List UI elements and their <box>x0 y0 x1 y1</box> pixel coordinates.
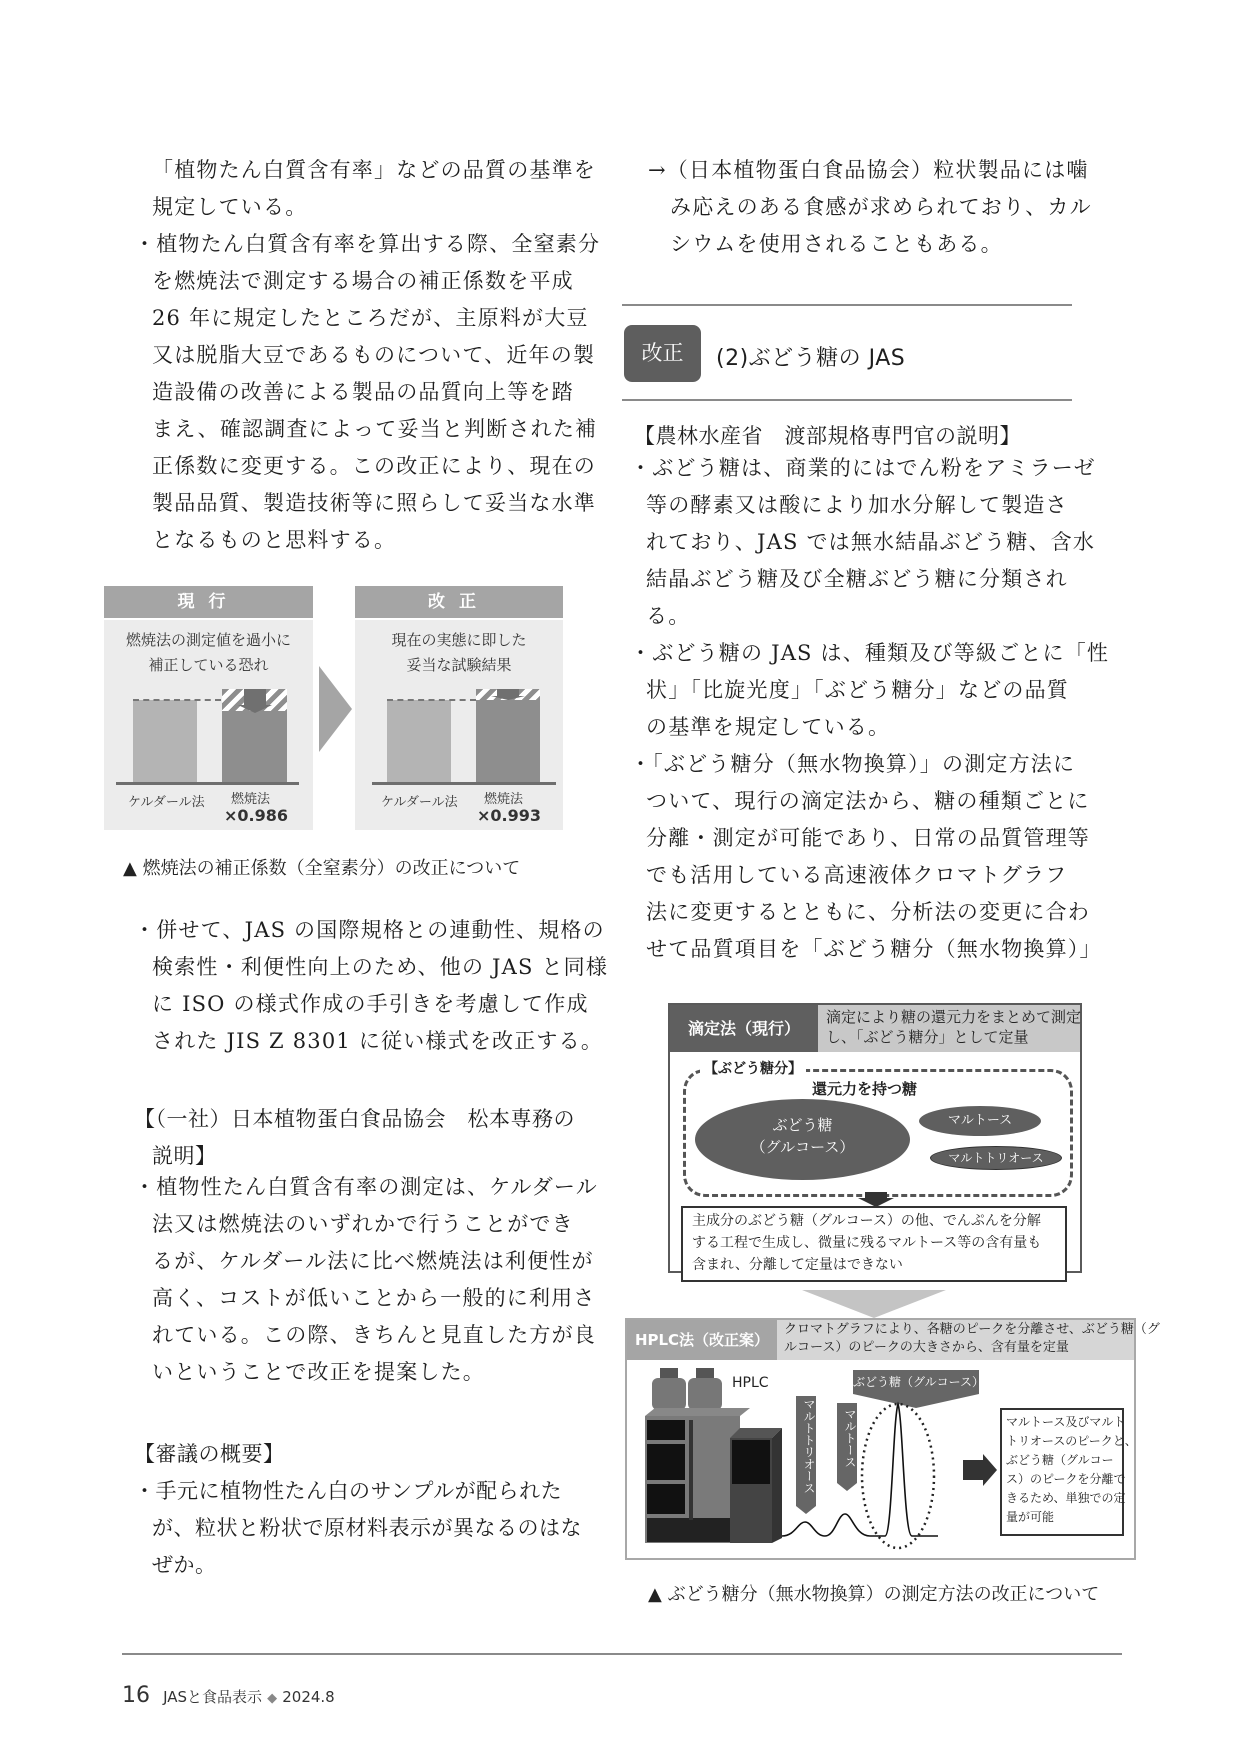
text-line: に ISO の様式作成の手引きを考慮して作成 <box>152 992 589 1016</box>
combustion-bar <box>476 700 540 782</box>
hplc-instrument-icon <box>640 1368 800 1543</box>
text-line: シウムを使用されることもある。 <box>670 232 1003 256</box>
text-line: れており、JAS では無水結晶ぶどう糖、含水 <box>646 530 1096 554</box>
page-number: 16 <box>122 1683 150 1708</box>
revised-header: 改正 <box>355 586 563 618</box>
kjeldahl-bar <box>133 700 197 782</box>
text-line: 結晶ぶどう糖及び全糖ぶどう糖に分類され <box>646 567 1068 591</box>
text-line: み応えのある食感が求められており、カル <box>670 195 1092 219</box>
baseline <box>372 782 556 785</box>
peak-label-maltotriose: マルトトリオース <box>802 1398 816 1494</box>
down-arrow-icon <box>244 689 266 705</box>
figure-caption: ▲ ぶどう糖分（無水物換算）の測定方法の改正について <box>648 1584 1100 1605</box>
down-arrow-head-icon <box>491 696 525 700</box>
combustion-bar <box>222 711 287 782</box>
bullet-line: ・手元に植物性たん白のサンプルが配られた <box>134 1479 563 1503</box>
text-line: 規定している。 <box>152 195 308 219</box>
divider <box>622 399 1072 401</box>
maltotriose-ellipse: マルトトリオース <box>930 1146 1062 1170</box>
text-line: となるものと思料する。 <box>152 528 397 552</box>
revision-badge: 改正 <box>624 325 701 382</box>
kjeldahl-label: ケルダール法 <box>381 795 458 810</box>
kjeldahl-bar <box>387 700 451 782</box>
section-heading: 説明】 <box>152 1144 217 1168</box>
text-line: ついて、現行の滴定法から、糖の種類ごとに <box>646 789 1090 813</box>
revised-text-2: 妥当な試験結果 <box>406 656 512 674</box>
text-line: 状」「比旋光度」「ぶどう糖分」などの品質 <box>646 678 1069 702</box>
combustion-label: 燃焼法 <box>231 792 271 807</box>
text-line: 高く、コストが低いことから一般的に利用さ <box>152 1286 596 1310</box>
footer <box>122 1683 335 1708</box>
bullet-line: ・ぶどう糖は、商業的にはでん粉をアミラーゼ <box>630 456 1096 480</box>
hplc-result-6: 量が可能 <box>1006 1510 1055 1524</box>
text-line: 製品品質、製造技術等に照らして妥当な水準 <box>152 491 596 515</box>
down-arrow-head-icon <box>238 705 272 713</box>
transition-arrow-icon <box>802 1290 946 1318</box>
text-line: された JIS Z 8301 に従い様式を改正する。 <box>152 1029 604 1053</box>
text-line: せて品質項目を「ぶどう糖分（無水物換算）」 <box>646 937 1102 961</box>
titration-result-2: する工程で生成し、微量に残るマルトース等の含有量も <box>692 1235 1042 1251</box>
right-arrow-icon <box>319 666 352 752</box>
text-line: まえ、確認調査によって妥当と判断された補 <box>152 417 598 441</box>
text-line: を燃焼法で測定する場合の補正係数を平成 <box>152 269 574 293</box>
bullet-line: ・併せて、JAS の国際規格との連動性、規格の <box>134 918 605 942</box>
revised-text-1: 現在の実態に即した <box>391 631 527 649</box>
section-heading: 【審議の概要】 <box>134 1442 285 1466</box>
factor-value: ×0.993 <box>477 806 542 825</box>
titration-desc-1: 滴定により糖の還元力をまとめて測定 <box>826 1008 1082 1026</box>
current-text-2: 補正している恐れ <box>148 656 269 674</box>
combustion-label: 燃焼法 <box>484 792 524 807</box>
glucose-peak-highlight <box>862 1404 934 1548</box>
divider <box>622 304 1072 306</box>
text-line: るが、ケルダール法に比べ燃焼法は利便性が <box>152 1249 594 1273</box>
text-line: が、粒状と粉状で原材料表示が異なるのはな <box>152 1516 582 1540</box>
down-arrow-icon <box>497 689 519 696</box>
titration-label: 滴定法（現行） <box>670 1005 818 1052</box>
journal-name: JASと食品表示 <box>163 1688 263 1706</box>
text-line: 又は脱脂大豆であるものについて、近年の製 <box>152 343 596 367</box>
titration-result-1: 主成分のぶどう糖（グルコース）の他、でんぷんを分解 <box>692 1213 1041 1229</box>
group-label: 【ぶどう糖分】 <box>700 1060 806 1078</box>
section-heading: 【農林水産省 渡部規格専門官の説明】 <box>634 424 1021 448</box>
hplc-instrument-label: HPLC <box>732 1375 769 1391</box>
text-line: 「植物たん白質含有率」などの品質の基準を <box>152 158 596 182</box>
hplc-label: HPLC法（改正案） <box>627 1320 777 1360</box>
text-line: 法に変更するとともに、分析法の変更に合わ <box>646 900 1090 924</box>
text-line: でも活用している高速液体クロマトグラフ <box>646 863 1068 887</box>
footer-rule <box>122 1653 1122 1655</box>
titration-result-3: 含まれ、分離して定量はできない <box>692 1257 903 1273</box>
bullet-line: ・植物たん白質含有率を算出する際、全窒素分 <box>134 232 601 256</box>
separator-icon: ◆ <box>267 1691 278 1706</box>
chromatogram-trace <box>782 1404 938 1536</box>
hplc-desc-2: ルコース）のピークの大きさから、含有量を定量 <box>784 1340 1069 1355</box>
chromatogram <box>780 1400 960 1552</box>
text-line: 正係数に変更する。この改正により、現在の <box>152 454 596 478</box>
group-title: 還元力を持つ糖 <box>812 1080 918 1098</box>
hplc-result-2: トリオースのピークと、 <box>1006 1434 1137 1448</box>
glucose-label-1: ぶどう糖 <box>772 1116 833 1134</box>
hplc-result-3: ぶどう糖（グルコー <box>1006 1453 1114 1467</box>
current-text-1: 燃焼法の測定値を過小に <box>125 631 291 649</box>
baseline <box>116 782 299 785</box>
text-line: 等の酵素又は酸により加水分解して製造さ <box>646 493 1068 517</box>
text-line: ぜか。 <box>152 1553 217 1577</box>
right-arrow-icon <box>963 1460 983 1480</box>
section-heading: 【（一社）日本植物蛋白食品協会 松本専務の <box>134 1107 575 1131</box>
current-header: 現行 <box>104 586 313 618</box>
hplc-result-5: きるため、単独での定 <box>1006 1491 1126 1505</box>
bullet-line: ・植物性たん白質含有率の測定は、ケルダール <box>134 1175 598 1199</box>
text-line: れている。この際、きちんと見直した方が良 <box>152 1323 596 1347</box>
text-line: 検索性・利便性向上のため、他の JAS と同様 <box>152 955 609 979</box>
hplc-result-4: ス）のピークを分離で <box>1006 1472 1126 1486</box>
text-line: いということで改正を提案した。 <box>152 1360 485 1384</box>
hplc-result-1: マルトース及びマルト <box>1006 1415 1126 1429</box>
peak-label-glucose: ぶどう糖（グルコース） <box>853 1370 979 1394</box>
figure-caption: ▲ 燃焼法の補正係数（全窒素分）の改正について <box>123 858 521 879</box>
factor-value: ×0.986 <box>224 806 289 825</box>
bullet-line: ・ぶどう糖の JAS は、種類及び等級ごとに「性 <box>630 641 1110 665</box>
maltose-ellipse: マルトース <box>919 1106 1041 1136</box>
text-line: の基準を規定している。 <box>646 715 891 739</box>
bullet-line: ・「ぶどう糖分（無水物換算）」の測定方法に <box>630 752 1076 776</box>
section-title: (2)ぶどう糖の JAS <box>716 346 906 371</box>
text-line: 分離・測定が可能であり、日常の品質管理等 <box>646 826 1090 850</box>
text-line: 造設備の改善による製品の品質向上等を踏 <box>152 380 574 404</box>
titration-desc-2: し、「ぶどう糖分」として定量 <box>826 1028 1029 1046</box>
text-line: る。 <box>646 604 691 628</box>
right-arrow-head-icon <box>983 1454 997 1486</box>
text-line: 法又は燃焼法のいずれかで行うことができ <box>152 1212 574 1236</box>
glucose-label-2: （グルコース） <box>750 1138 855 1156</box>
hplc-desc-1: クロマトグラフにより、各糖のピークを分離させ、ぶどう糖（グ <box>784 1322 1160 1337</box>
issue-date: 2024.8 <box>282 1688 335 1706</box>
reference-line <box>133 699 221 701</box>
peak-label-maltose: マルトース <box>843 1408 857 1468</box>
text-line: →（日本植物蛋白食品協会）粒状製品には噛 <box>648 158 1089 182</box>
text-line: 26 年に規定したところだが、主原料が大豆 <box>152 306 589 330</box>
kjeldahl-label: ケルダール法 <box>128 795 205 810</box>
reference-line <box>387 699 476 701</box>
